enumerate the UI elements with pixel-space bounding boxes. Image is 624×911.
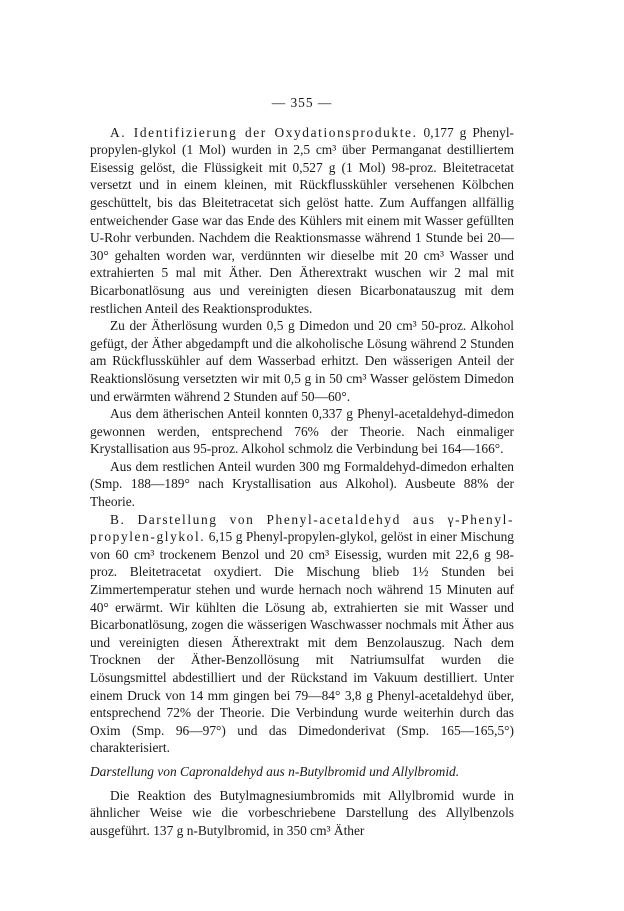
paragraph-preparation	[90, 511, 514, 757]
paragraph-text: Aus dem restlichen Anteil wurden 300 mg Formaldehyd-dimedon erhalten (Smp. 188—189° nach Krystallisation aus Alkohol). Ausbeute 88% der Theorie.	[90, 458, 514, 510]
paragraph-identification	[90, 124, 514, 318]
paragraph-remaining-portion	[90, 458, 514, 511]
paragraph-text: Aus dem ätherischen Anteil konnten 0,337 g Phenyl-acetaldehyd-dimedon gewonnen werden, entsprechend 76% der Theorie. Nach einmaliger Krystallisation aus 95-proz. Alkohol schmolz die Verbindung bei 164—166°.	[90, 406, 514, 457]
paragraph-text: 6,15 g Phenyl-propylen-glykol, gelöst in einer Mischung von 60 cm³ trockenem Benzol und 20 cm³ Eisessig, wurden mit 22,6 g 98-proz. Bleitetracetat oxydiert. Die Mischung blieb 1½ Stunden bei Zimmertemperatur stehen und wurde hernach noch während 15 Minuten auf 40° erwärmt. Wir kühlten die Lösung ab, extrahierten sie mit Wasser und Bicarbonatlösung, zogen die wässerigen Waschwasser nochmals mit Äther aus und vereinigten diesen Ätherextrakt mit dem Benzolauszug. Nach dem Trocknen der Äther-Benzollösung mit Natriumsulfat wurden die Lösungsmittel abdestilliert und der Rückstand im Vakuum destilliert. Unter einem Druck von 14 mm gingen bei 79—84° 3,8 g Phenyl-acetaldehyd über, entsprechend 72% der Theorie. Die Verbindung wurde weiterhin durch das Oxim (Smp. 96—97°) und das Dimedonderivat (Smp. 165—165,5°) charakterisiert.	[90, 529, 514, 756]
page-number: — 355 —	[271, 95, 333, 110]
paragraph-lead: B. Darstellung von Phenyl-acetaldehyd aus γ-Phenyl-propylen-glykol.	[90, 511, 514, 545]
paragraph-ether-solution	[90, 317, 514, 405]
paragraph-lead: A. Identifizierung der Oxydationsprodukte.	[110, 124, 418, 140]
paragraph-text: 0,177 g Phenyl-propylen-glykol (1 Mol) wurden in 2,5 cm³ über Permanganat destilliertem Eisessig gelöst, die Flüssigkeit mit 0,527 g (1 Mol) 98-proz. Bleitetracetat versetzt und in einem kleinen, mit Rückflusskühler versehenen Kölbchen geschüttelt, bis das Bleitetracetat sich gelöst hatte. Zum Auffangen allfällig entweichender Gase war das Ende des Kühlers mit einem mit Wasser gefüllten U-Rohr verbunden. Nachdem die Reaktionsmasse während 1 Stunde bei 20—30° gehalten worden war, verdünnten wir dieselbe mit 20 cm³ Wasser und extrahierten 5 mal mit Äther. Den Ätherextrakt wuschen wir 2 mal mit Bicarbonatlösung aus und vereinigten diesen Bicarbonatauszug mit dem restlichen Anteil des Reaktionsproduktes.	[90, 124, 514, 316]
paragraph-text: Die Reaktion des Butylmagnesiumbromids mit Allylbromid wurde in ähnlicher Weise wie die vorbeschriebene Darstellung des Allylbenzols ausgeführt. 137 g n-Butylbromid, in 350 cm³ Äther	[90, 787, 514, 838]
paragraph-text: Zu der Ätherlösung wurden 0,5 g Dimedon und 20 cm³ 50-proz. Alkohol gefügt, der Äther abgedampft und die alkoholische Lösung während 2 Stunden am Rückflusskühler auf dem Wasserbad erhitzt. Den wässerigen Anteil der Reaktionslösung versetzten wir mit 0,5 g in 50 cm³ Wasser gelöstem Dimedon und erwärmten während 2 Stunden auf 50—60°.	[90, 318, 514, 404]
paragraph-ethereal-portion	[90, 405, 514, 458]
paragraph-closing	[90, 787, 514, 840]
section-title: Darstellung von Capronaldehyd aus n-Butylbromid und Allylbromid.	[90, 763, 460, 779]
